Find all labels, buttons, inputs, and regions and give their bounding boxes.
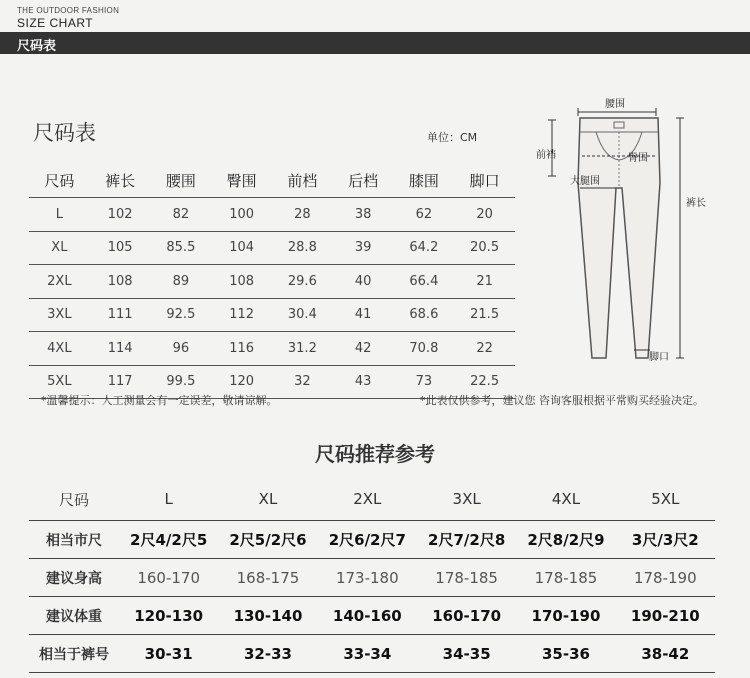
- table-cell: 30.4: [272, 298, 333, 332]
- hem-label: 脚口: [649, 352, 669, 363]
- table-cell: 38: [333, 198, 394, 232]
- table-cell: 3尺/3尺2: [616, 521, 715, 559]
- table-cell: 40: [333, 265, 394, 299]
- table-cell: 38-42: [616, 635, 715, 673]
- table-cell: 190-210: [616, 597, 715, 635]
- header-cell: 腰围: [151, 163, 212, 198]
- table-row: [29, 198, 515, 232]
- table-row: [29, 635, 715, 673]
- table-cell: 120-130: [119, 597, 218, 635]
- table-cell: 21.5: [454, 298, 515, 332]
- table-cell: 28.8: [272, 231, 333, 265]
- row-label: 相当市尺: [29, 521, 119, 559]
- table-cell: 3XL: [29, 298, 90, 332]
- table-cell: 42: [333, 332, 394, 366]
- table-cell: 111: [90, 298, 151, 332]
- header-cell: 尺码: [29, 478, 119, 521]
- table-cell: 35-36: [516, 635, 615, 673]
- table-cell: 32-33: [218, 635, 317, 673]
- table-row: [29, 265, 515, 299]
- table-cell: 114: [90, 332, 151, 366]
- title-bar: [0, 32, 750, 54]
- thigh-label: 大腿围: [570, 176, 600, 187]
- table-cell: 108: [90, 265, 151, 299]
- table-cell: 29.6: [272, 265, 333, 299]
- header-cell: 尺码: [29, 163, 90, 198]
- header-cell: 膝围: [394, 163, 455, 198]
- table-cell: 5XL: [29, 365, 90, 399]
- table-row: [29, 521, 715, 559]
- table-cell: 2尺7/2尺8: [417, 521, 516, 559]
- table-cell: 168-175: [218, 559, 317, 597]
- header-cell: XL: [218, 478, 317, 521]
- table-cell: 34-35: [417, 635, 516, 673]
- table-cell: 22.5: [454, 365, 515, 399]
- header-cell: 前档: [272, 163, 333, 198]
- header-cell: 4XL: [516, 478, 615, 521]
- measurement-note: *温馨提示：人工测量会有一定误差，敬请谅解。: [41, 394, 278, 407]
- table-cell: 20: [454, 198, 515, 232]
- table-row: [29, 231, 515, 265]
- table-cell: 178-190: [616, 559, 715, 597]
- table-cell: 39: [333, 231, 394, 265]
- table-cell: 117: [90, 365, 151, 399]
- row-label: 相当于裤号: [29, 635, 119, 673]
- table-cell: 28: [272, 198, 333, 232]
- table-cell: 105: [90, 231, 151, 265]
- front-rise-label: 前裆: [536, 150, 556, 161]
- table-row: [29, 597, 715, 635]
- table-cell: 89: [151, 265, 212, 299]
- table-cell: 140-160: [318, 597, 417, 635]
- waist-label: 腰围: [605, 99, 625, 110]
- table-cell: 120: [211, 365, 272, 399]
- hip-label: 臀围: [628, 153, 648, 164]
- brand-tagline: THE OUTDOOR FASHION: [17, 6, 120, 15]
- row-label: 建议身高: [29, 559, 119, 597]
- table-cell: 21: [454, 265, 515, 299]
- table-cell: 31.2: [272, 332, 333, 366]
- table-cell: 96: [151, 332, 212, 366]
- size-table: [29, 163, 515, 399]
- header-cell: 裤长: [90, 163, 151, 198]
- header-cell: 脚口: [454, 163, 515, 198]
- table-row: [29, 298, 515, 332]
- table-row: [29, 332, 515, 366]
- table-cell: 2XL: [29, 265, 90, 299]
- table-cell: 85.5: [151, 231, 212, 265]
- table-cell: 112: [211, 298, 272, 332]
- table-cell: 116: [211, 332, 272, 366]
- table-cell: 4XL: [29, 332, 90, 366]
- pants-diagram: [530, 88, 745, 368]
- unit-label: 单位：CM: [427, 131, 478, 144]
- header-cell: 后档: [333, 163, 394, 198]
- table-cell: 64.2: [394, 231, 455, 265]
- header-cell: 3XL: [417, 478, 516, 521]
- size-table-header: [29, 163, 515, 198]
- table-cell: 2尺4/2尺5: [119, 521, 218, 559]
- header-cell: 臀围: [211, 163, 272, 198]
- table-cell: 160-170: [119, 559, 218, 597]
- table-cell: XL: [29, 231, 90, 265]
- table-cell: 32: [272, 365, 333, 399]
- table-cell: 178-185: [417, 559, 516, 597]
- table-cell: 2尺6/2尺7: [318, 521, 417, 559]
- recommendation-header: [29, 478, 715, 521]
- header-cell: 5XL: [616, 478, 715, 521]
- table-cell: 100: [211, 198, 272, 232]
- table-cell: 41: [333, 298, 394, 332]
- table-cell: 2尺8/2尺9: [516, 521, 615, 559]
- table-cell: 178-185: [516, 559, 615, 597]
- table-cell: 170-190: [516, 597, 615, 635]
- table-cell: 102: [90, 198, 151, 232]
- table-cell: 130-140: [218, 597, 317, 635]
- title-bar-label: 尺码表: [17, 39, 57, 54]
- table-cell: 160-170: [417, 597, 516, 635]
- brand-title: SIZE CHART: [17, 16, 94, 30]
- table-cell: 108: [211, 265, 272, 299]
- recommendation-table: [29, 478, 715, 673]
- table-cell: L: [29, 198, 90, 232]
- table-cell: 66.4: [394, 265, 455, 299]
- header-cell: 2XL: [318, 478, 417, 521]
- table-cell: 33-34: [318, 635, 417, 673]
- table-cell: 73: [394, 365, 455, 399]
- table-cell: 30-31: [119, 635, 218, 673]
- size-table-title: 尺码表: [33, 121, 96, 145]
- table-cell: 2尺5/2尺6: [218, 521, 317, 559]
- table-cell: 62: [394, 198, 455, 232]
- table-cell: 70.8: [394, 332, 455, 366]
- header-cell: L: [119, 478, 218, 521]
- table-cell: 104: [211, 231, 272, 265]
- brand-logo: [17, 7, 119, 29]
- table-row: [29, 559, 715, 597]
- table-cell: 173-180: [318, 559, 417, 597]
- reference-note: *此表仅供参考，建议您 咨询客服根据平常购买经验决定。: [420, 394, 704, 407]
- table-cell: 99.5: [151, 365, 212, 399]
- table-cell: 82: [151, 198, 212, 232]
- table-cell: 43: [333, 365, 394, 399]
- row-label: 建议体重: [29, 597, 119, 635]
- table-cell: 20.5: [454, 231, 515, 265]
- table-cell: 68.6: [394, 298, 455, 332]
- table-cell: 22: [454, 332, 515, 366]
- recommendation-title: 尺码推荐参考: [315, 442, 435, 466]
- length-label: 裤长: [686, 198, 706, 209]
- table-cell: 92.5: [151, 298, 212, 332]
